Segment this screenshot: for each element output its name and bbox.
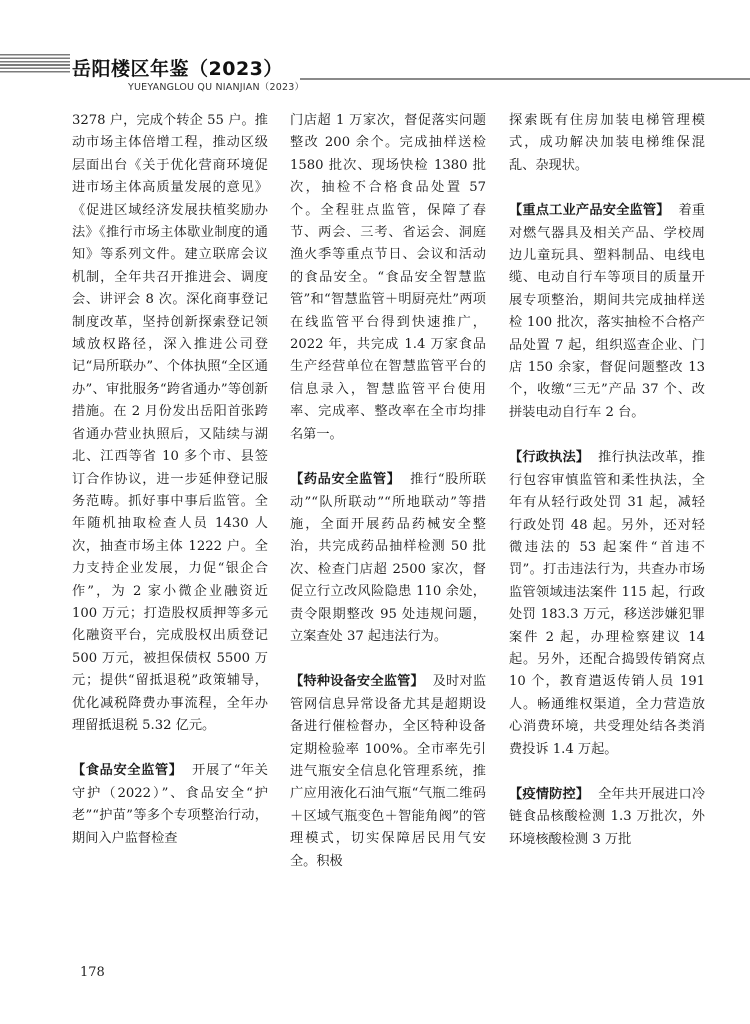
paragraph [290,469,486,648]
paragraph-text: 3278 户，完成个转企 55 户。推动市场主体倍增工程，推动区级层面出台《关于优化营商环境促进市场主体高质量发展的意见》《促进区域经济发展扶植奖励办法》《推行市场主体歇业制度的通知》等系列文件。建立联席会议机制，全年共召开推进会、调度会、讲评会 8 次。深化商事登记制度改革，坚持创新探索登记领域放权路径，深入推进公司登记“局所联办”、个体执照“全区通办”、审批服务“跨省通办”等创新措施。在 2 月份发出岳阳首张跨省通办营业执照后，又陆续与湖北、江西等省 10 多个市、县签订合作协议，进一步延伸登记服务范畴。抓好事中事后监管。全年随机抽取检查人员 1430 人次，抽查市场主体 1222 户。全力支持企业发展，力促“银企合作”，为 2 家小微企业融资近 100 万元；打造股权质押等多元化融资平台，完成股权出质登记 500 万元，被担保债权 5500 万元；提供“留抵退税”政策辅导，优化减税降费办事流程，全年办理留抵退税 5.32 亿元。 [72,113,268,733]
header-stripes-decoration [0,54,70,74]
paragraph-text: 推行“股所联动”“队所联动”“所地联动”等措施，全面开展药品药械安全整治，共完成药品抽样检测 50 批次、检查门店超 2500 家次，督促立行立改风险隐患 110 余处，责令限期整改 95 处违规问题，立案查处 37 起违法行为。 [290,472,486,644]
paragraph-text: 推行执法改革，推行包容审慎监管和柔性执法，全年有从轻行政处罚 31 起，减轻行政处罚 48 起。另外，还对轻微违法的 53 起案件“首违不罚”。打击违法行为，共查办市场监管领域违法案件 115 起，行政处罚 183.3 万元，移送涉嫌犯罪案件 2 起，办理检察建议 14 起。另外，还配合捣毁传销窝点 10 个，教育遣返传销人员 191 人。畅通维权渠道，全力营造放心消费环境，共受理处结各类消费投诉 1.4 万起。 [509,450,706,757]
paragraph [509,200,705,424]
text-column-1 [72,110,268,873]
paragraph-text: 着重对燃气器具及相关产品、学校周边儿童玩具、塑料制品、电线电缆、电动自行车等项目的质量开展专项整治，期间共完成抽样送检 100 批次，落实抽检不合格产品处置 7 起，组织巡查企业、门店 150 余家，督促问题整改 13 个，收缴“三无”产品 37 个、改拼装电动自行车 2 台。 [509,203,706,420]
paragraph [290,671,486,873]
text-column-3 [509,110,705,874]
paragraph [509,110,705,177]
yearbook-title: 岳阳楼区年鉴（2023） [72,58,283,80]
paragraph [72,760,268,850]
paragraph-text: 探索既有住房加装电梯管理模式，成功解决加装电梯维保混乱、杂现状。 [509,113,705,173]
paragraph-text: 开展了“年关守护（2022）”、食品安全“护老”“护苗”等多个专项整治行动，期间入户监督检查 [72,763,268,846]
paragraph-text: 门店超 1 万家次，督促落实问题整改 200 余个。完成抽样送检 1580 批次、现场快检 1380 批次，抽检不合格食品处置 57 个。全程驻点监管，保障了春节、两会、三考、省运会、洞庭渔火季等重点节日、会议和活动的食品安全。“食品安全智慧监管”和“智慧监管＋明厨亮灶”两项在线监管平台得到快速推广，2022 年，共完成 1.4 万家食品生产经营单位在智慧监管平台的信息录入，智慧监管平台使用率、完成率、整改率在全市均排名第一。 [290,113,486,442]
text-column-2 [290,110,486,896]
paragraph [509,784,705,851]
section-heading: 【食品安全监管】 [72,763,183,779]
section-heading: 【行政执法】 [509,450,590,466]
section-heading: 【特种设备安全监管】 [290,674,424,690]
section-heading: 【重点工业产品安全监管】 [509,203,670,219]
paragraph-text: 及时对监管网信息异常设备尤其是超期设备进行催检督办，全区特种设备定期检验率 100%。全市率先引进气瓶安全信息化管理系统，推广应用液化石油气瓶“气瓶二维码＋区域气瓶变色＋智能角阀”的管理模式，切实保障居民用气安全。积极 [290,674,487,869]
paragraph [290,110,486,446]
header-rule [300,78,750,80]
page-header [0,0,750,100]
paragraph [509,447,705,761]
section-heading: 【疫情防控】 [509,786,590,802]
page-number: 178 [80,965,105,980]
section-heading: 【药品安全监管】 [290,472,401,488]
yearbook-subtitle: YUEYANGLOU QU NIANJIAN（2023） [128,82,305,93]
paragraph-text: 全年共开展进口冷链食品核酸检测 1.3 万批次，外环境核酸检测 3 万批 [509,786,706,847]
paragraph [72,110,268,737]
